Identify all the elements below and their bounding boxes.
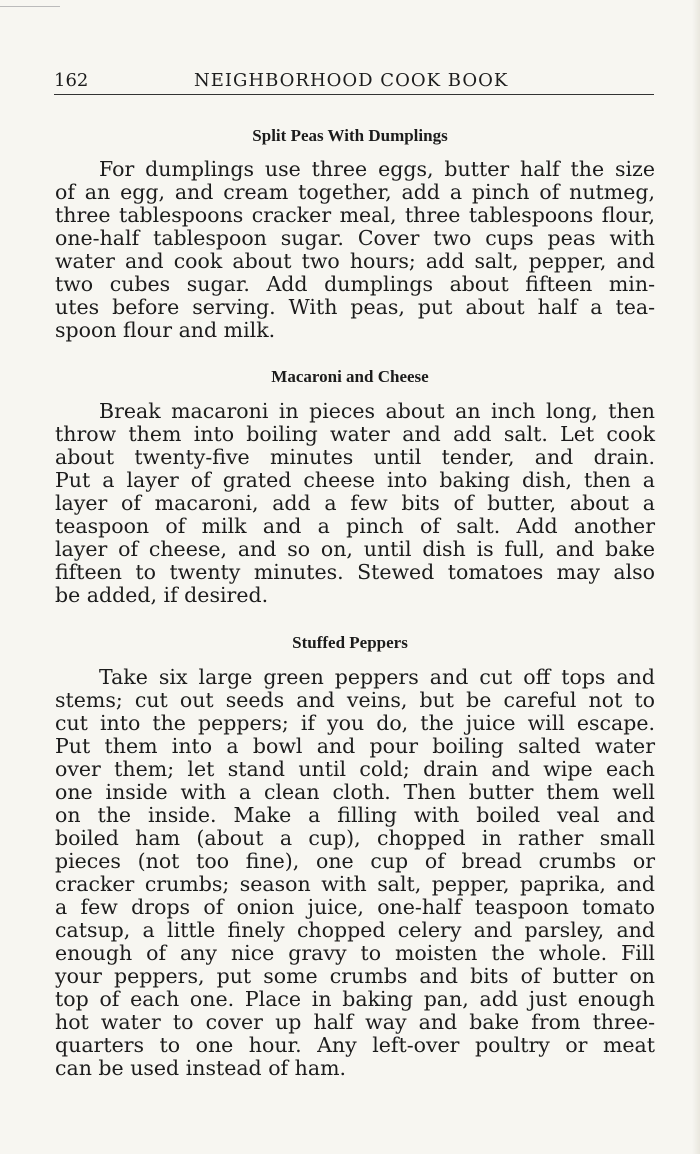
recipe-line: layer of macaroni, add a few bits of butter, about a [55, 491, 655, 515]
recipe-line: Put them into a bowl and pour boiling salted water [55, 734, 655, 758]
recipe-line: one-half tablespoon sugar. Cover two cups peas with [55, 226, 655, 250]
recipe-line: stems; cut out seeds and veins, but be careful not to [55, 688, 655, 712]
recipe-line: For dumplings use three eggs, butter half the size [99, 157, 655, 181]
recipe-line: fifteen to twenty minutes. Stewed tomatoes may also [55, 560, 655, 584]
recipe-line: on the inside. Make a filling with boiled veal and [55, 803, 655, 827]
recipe-title-split-peas: Split Peas With Dumplings [252, 126, 448, 145]
running-head: NEIGHBORHOOD COOK BOOK [194, 70, 509, 91]
page-header [54, 68, 654, 95]
recipe-line: three tablespoons cracker meal, three tablespoons flour, [55, 203, 655, 227]
recipe-line: one inside with a clean cloth. Then butter them well [55, 780, 655, 804]
recipe-line: catsup, a little finely chopped celery and parsley, and [55, 918, 655, 942]
recipe-line: hot water to cover up half way and bake from three- [55, 1010, 655, 1034]
page-edge-shadow [692, 0, 700, 1154]
recipe-line: top of each one. Place in baking pan, add just enough [55, 987, 655, 1011]
recipe-line: enough of any nice gravy to moisten the whole. Fill [55, 941, 655, 965]
recipe-line: spoon flour and milk. [55, 318, 276, 342]
recipe-line: about twenty-five minutes until tender, and drain. [55, 445, 655, 469]
recipe-title-stuffed-peppers: Stuffed Peppers [292, 633, 408, 652]
recipe-line: layer of cheese, and so on, until dish is full, and bake [55, 537, 655, 561]
recipe-line: Take six large green peppers and cut off tops and [99, 665, 655, 689]
recipe-line: Put a layer of grated cheese into baking dish, then a [55, 468, 655, 492]
recipe-line: cut into the peppers; if you do, the juice will escape. [55, 711, 655, 735]
recipe-line: Break macaroni in pieces about an inch long, then [99, 399, 655, 423]
recipe-title-macaroni: Macaroni and Cheese [271, 367, 429, 386]
recipe-line: utes before serving. With peas, put about half a tea- [55, 295, 655, 319]
recipe-line: boiled ham (about a cup), chopped in rather small [55, 826, 655, 850]
recipe-line: cracker crumbs; season with salt, pepper, paprika, and [55, 872, 655, 896]
recipe-line: of an egg, and cream together, add a pinch of nutmeg, [55, 180, 655, 204]
recipe-line: teaspoon of milk and a pinch of salt. Add another [55, 514, 655, 538]
recipe-line: a few drops of onion juice, one-half teaspoon tomato [55, 895, 655, 919]
recipe-line: water and cook about two hours; add salt, pepper, and [55, 249, 655, 273]
recipe-line: pieces (not too fine), one cup of bread crumbs or [55, 849, 655, 873]
page-number: 162 [54, 70, 89, 91]
recipe-line: quarters to one hour. Any left-over poultry or meat [55, 1033, 655, 1057]
recipe-line: can be used instead of ham. [55, 1056, 347, 1080]
recipe-line: throw them into boiling water and add salt. Let cook [55, 422, 655, 446]
recipe-line: be added, if desired. [55, 583, 269, 607]
recipe-line: your peppers, put some crumbs and bits of butter on [55, 964, 655, 988]
recipe-line: over them; let stand until cold; drain and wipe each [55, 757, 655, 781]
scan-edge-rule [0, 6, 60, 7]
recipe-line: two cubes sugar. Add dumplings about fifteen min- [55, 272, 655, 296]
